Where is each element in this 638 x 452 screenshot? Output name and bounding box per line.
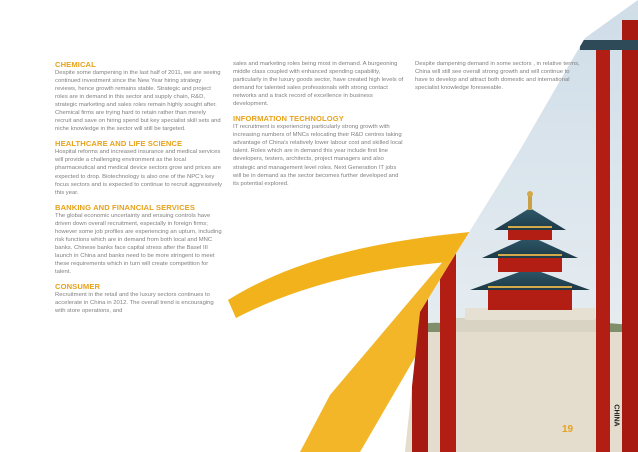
section-body-banking: The global economic uncertainty and ensuing controls have driven down overall recruitment, especially in foreign firms; however some job profiles are experiencing an upturn, including risk functions which are in demand from both local and MNC banks. Chinese banks face capital stress after the Basel III launch in China and banks need to be more stringent to meet these requirements which in turn will create competition for talent. — [55, 212, 222, 275]
chapter-tab — [612, 404, 634, 434]
section-body-information-technology: IT recruitment is experiencing particularly strong growth with increasing numbers of MNCs relocating their R&D centres taking advantage of China’s relatively lower labour cost and skilled local talent. Roles which are in demand this year include first line developers, testers, architects, project managers and also strategic and management level roles. Next Generation IT jobs will be in demand as the sector becomes further developed and its potential explored. — [233, 124, 403, 187]
section-heading-chemical: CHEMICAL — [55, 60, 96, 69]
page-number: 19 — [562, 424, 574, 435]
section-body-healthcare: Hospital reforms and increased insurance and medical services will provide a challenging environment as the local pharmaceutical and medical device sectors grow and prices are expected to drop. Biotechnology is also one of the NPC’s key focus sectors and is expected to continue to recruit aggressively this year. — [55, 149, 222, 196]
section-heading-consumer: CONSUMER — [55, 282, 101, 292]
outlook-paragraph: Despite dampening demand in some sectors , in relative terms, China will still see overall strong growth and will continue to have to develop and attract both domestic and international specialist knowledge foreseeable. — [415, 61, 580, 92]
text-column-right — [415, 60, 583, 98]
section-body-consumer: Recruitment in the retail and the luxury sectors continues to accelerate in China in 2012. The overall trend is encouraging with store operations, and — [55, 292, 214, 315]
section-heading-information-technology: INFORMATION TECHNOLOGY — [233, 114, 344, 124]
chapter-tab-label: CHINA — [612, 404, 620, 427]
text-column-middle — [233, 60, 405, 194]
section-heading-healthcare: HEALTHCARE AND LIFE SCIENCE — [55, 139, 183, 149]
text-column-left — [55, 60, 223, 321]
consumer-continued-paragraph: sales and marketing roles being most in demand. A burgeoning middle class coupled with enhanced spending capability, particularly in the luxury goods sector, have created high levels of demand for talented sales professionals with strong contact networks and a track record of excellence in business development. — [233, 61, 404, 108]
section-heading-banking: BANKING AND FINANCIAL SERVICES — [55, 202, 195, 212]
section-body-chemical: Despite some dampening in the last half of 2011, we are seeing continued investment since the New Year hiring strategy reviews, hence growth remains stable. Strategic and project roles are in demand in this sector and supply chain, R&D, strategic marketing and sales roles remain highly sought after. Chemical firms are trying hard to retain rather than merely recruit and save on hiring spend but key specialist skill sets and niche knowledge in the sector will still be targeted. — [55, 70, 221, 133]
